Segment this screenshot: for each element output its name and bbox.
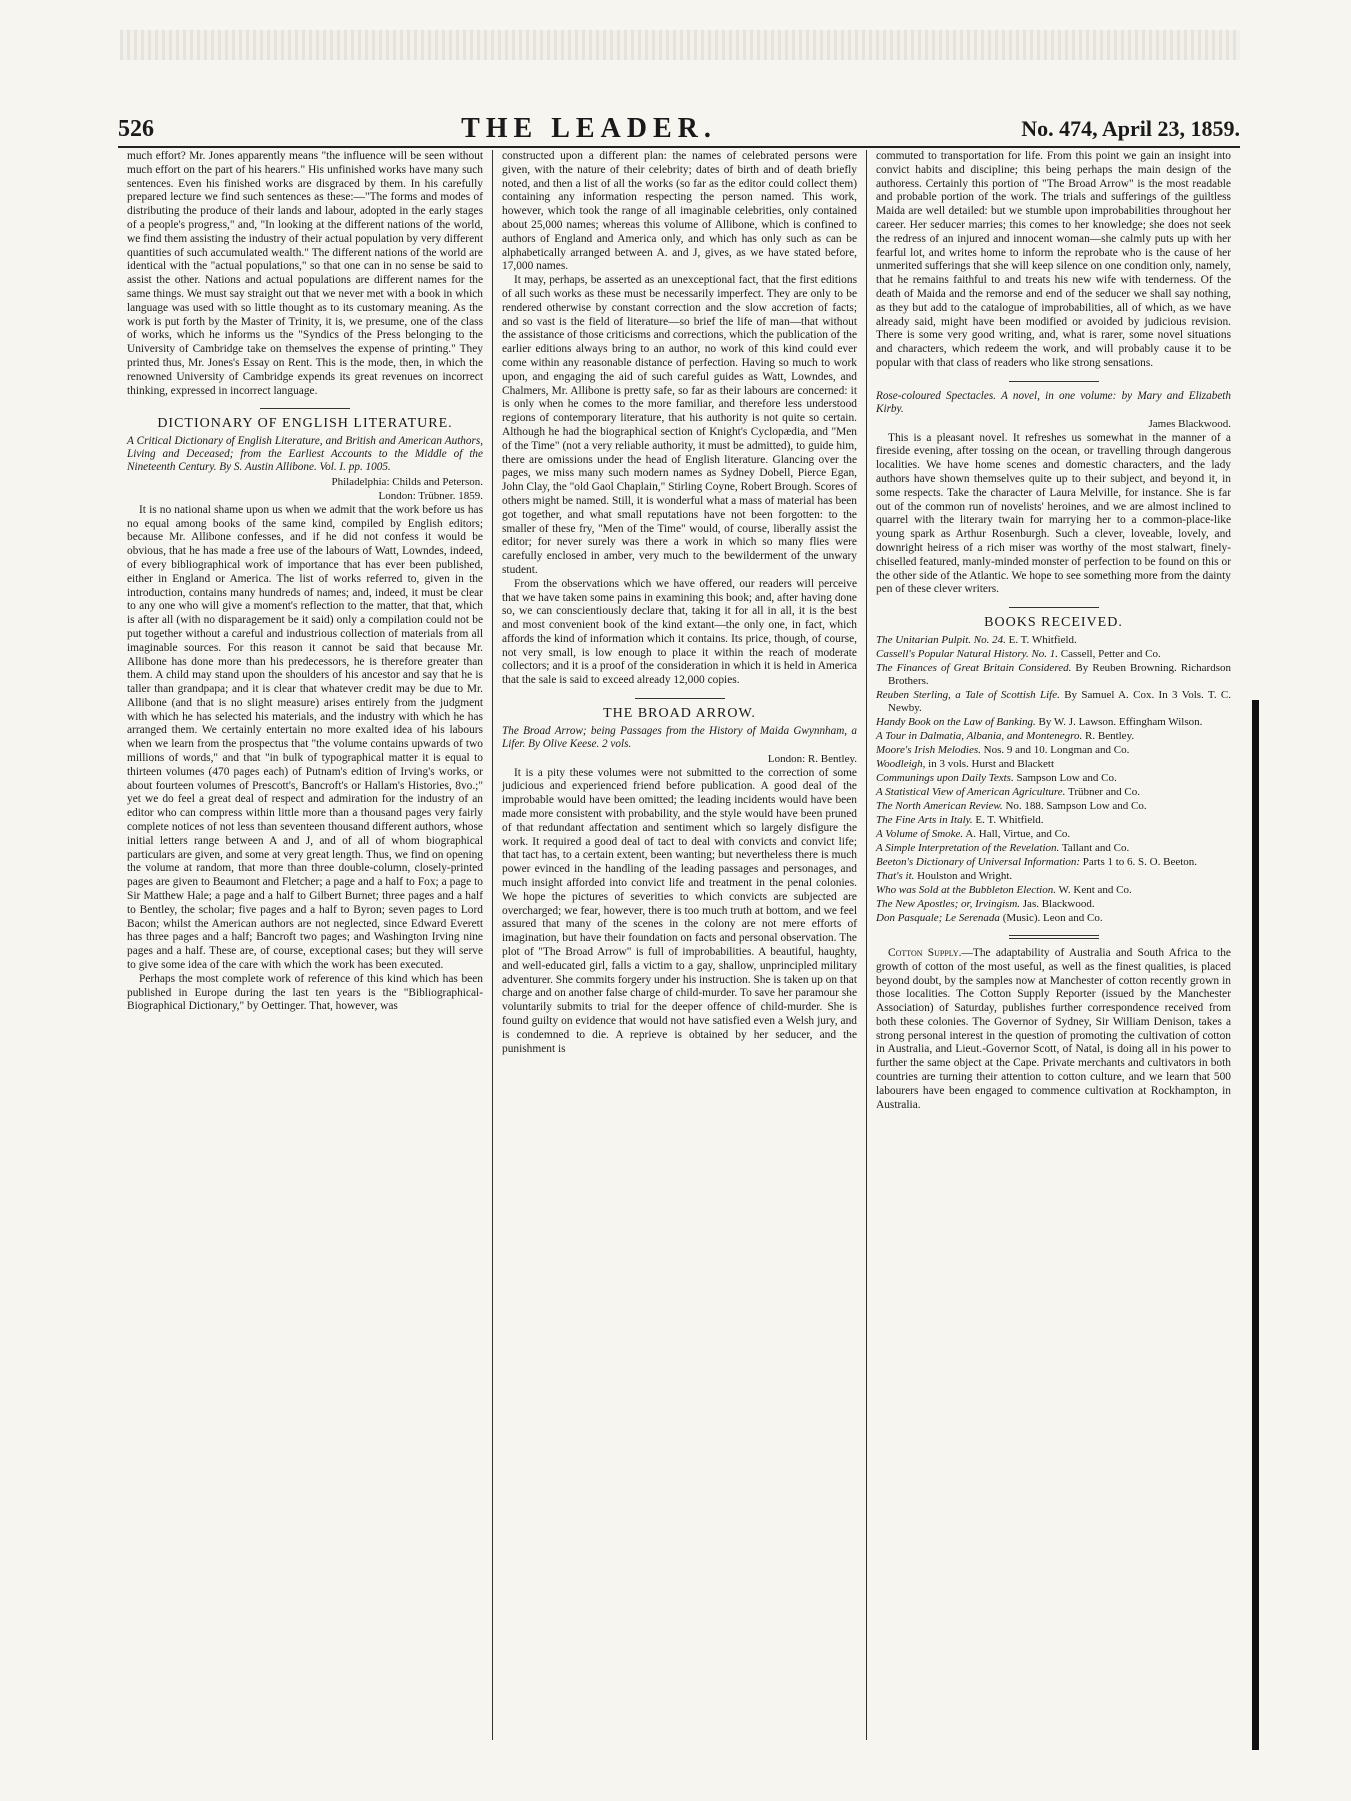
book-details: Tallant and Co. (1061, 841, 1130, 854)
book-title: A Tour in Dalmatia, Albania, and Montenegro. (876, 729, 1083, 742)
book-entry (876, 842, 1231, 855)
section-title-books: BOOKS RECEIVED. (984, 615, 1123, 631)
book-title: A Volume of Smoke. (876, 827, 964, 840)
section-title-dictionary: DICTIONARY OF ENGLISH LITERATURE. (157, 416, 453, 432)
book-title: The New Apostles; or, Irvingism. (876, 897, 1021, 910)
book-details: E. T. Whitfield. (975, 813, 1044, 826)
book-details: By Samuel A. Cox. In 3 Vols. T. C. Newby. (888, 688, 1232, 714)
paragraph-cotton (876, 947, 1231, 1113)
column-1 (118, 150, 492, 1740)
review-header: A Critical Dictionary of English Literature, and British and American Authors, Living and Deceased; from the Earliest Accounts to the Middle of the Nineteenth Century. By S. Austin Allibone. Vol. I. pp. 1005. (127, 435, 483, 474)
book-details: By W. J. Lawson. Effingham Wilson. (1038, 715, 1203, 728)
publisher-line: James Blackwood. (1148, 417, 1231, 430)
book-entry (876, 814, 1231, 827)
column-3 (866, 150, 1240, 1740)
book-details: Sampson Low and Co. (1016, 771, 1117, 784)
book-entry (876, 744, 1231, 757)
publisher-line: Philadelphia: Childs and Peterson. (331, 476, 483, 489)
book-entry (876, 800, 1231, 813)
book-entry (876, 898, 1231, 911)
divider (1009, 381, 1099, 382)
column-2 (492, 150, 866, 1740)
book-entry (876, 828, 1231, 841)
book-title: The Unitarian Pulpit. No. 24. (876, 633, 1006, 646)
book-details: in 3 vols. Hurst and Blackett (928, 757, 1055, 770)
book-entry (876, 856, 1231, 869)
book-entry (876, 870, 1231, 883)
paragraph: constructed upon a different plan: the names of celebrated persons were given, with the nature of their celebrity; dates of birth and of death briefly noted, and then a list of all the works (so far as the editor could collect them) containing any information respecting the person named. This work, however, which took the range of all imaginable celebrities, only contained about 25,000 names; whereas this volume of Allibone, which is confined to authors of England and America only, and which has only such as can be alphabetically arranged between A. and J, gives, as we have stated before, 17,000 names. (502, 150, 857, 273)
book-title: Cassell's Popular Natural History. No. 1. (876, 647, 1059, 660)
book-details: Houlston and Wright. (917, 869, 1013, 882)
paragraph: much effort? Mr. Jones apparently means "the influence will be seen without much effort on the part of his hearers." His unfinished works have many such sentences. Even his finished works are disgraced by them. In his carefully prepared lecture we find such sentences as these:—"The forms and modes of distributing the produce of their lands and labour, adopted in the early stages of a people's progress," and, "In looking at the different nations of the world, we find them assisting the industry of their actual population by very different quantities of such accumulated wealth." The different nations of the world are identical with the "actual populations," so that one can in no sense be said to assist the other. Nations and actual populations are different names for the same things. We must say straight out that we never met with a book in which language was used with so little thought as to its customary meaning. As the work is put forth by the Master of Trinity, it is, we presume, one of the class of works, which he informs us the "Syndics of the Press belonging to the University of Cambridge take on themselves the expense of printing." They printed thus, Mr. Jones's Essay on Rent. This is the mode, then, in which the renowned University of Cambridge expends its great revenues on incorrect thinking, expressed in incorrect language. (127, 150, 483, 397)
book-title: Communings upon Daily Texts. (876, 771, 1014, 784)
book-entry (876, 786, 1231, 799)
book-entry (876, 772, 1231, 785)
divider (1009, 607, 1099, 608)
book-title: Reuben Sterling, a Tale of Scottish Life. (876, 688, 1060, 701)
book-title: Handy Book on the Law of Banking. (876, 715, 1036, 728)
paragraph: It may, perhaps, be asserted as an unexceptional fact, that the first editions of all such works as these must be necessarily imperfect. They are only to be rendered otherwise by constant correction and the slow accretion of facts; and so vast is the field of literature—so brief the life of man—that without the assistance of those criticisms and corrections, which the publication of the earlier editions always bring to an author, no work of this kind could ever come within any reasonable distance of perfection. Having so much to work upon, and engaging the aid of such careful guides as Watt, Lowndes, and Chalmers, Mr. Allibone is pretty safe, so far as their labours are concerned: it is only when he comes to the more familiar, and therefore less understood regions of contemporary literature, that his authority is not quite so certain. Although he had the biographical section of Knight's Cyclopædia, and "Men of the Time" (not a very reliable authority, it must be admitted), to guide him, there are omissions under the head of English literature. Glancing over the pages, we miss many such modern names as Sydney Dobell, Pierce Egan, John Clay, the "old Gaol Chaplain," Stirling Coyne, Robert Brough. Scores of others might be named. Still, it is wonderful what a mass of material has been got together, and what small reputations have not been forgotten: to the smaller of these fry, "Men of the Time" would, of course, liberally assist the editor; for never surely was there a work in which so many flies were carefully enclosed in amber, very much to the bewilderment of the unwary student. (502, 274, 857, 576)
book-title: Woodleigh, (876, 757, 926, 770)
book-details: Parts 1 to 6. S. O. Beeton. (1082, 855, 1198, 868)
book-entry (876, 662, 1231, 688)
book-entry (876, 758, 1231, 771)
review-header: The Broad Arrow; being Passages from the History of Maida Gwynnham, a Lifer. By Olive Keese. 2 vols. (502, 724, 857, 750)
book-title: That's it. (876, 869, 915, 882)
publisher-line: London: R. Bentley. (767, 752, 857, 765)
paragraph: This is a pleasant novel. It refreshes us somewhat in the manner of a fireside evening, after tossing on the ocean, or travelling through dangerous localities. We have home scenes and domestic characters, and the lady authors have shown themselves quite up to their subject, and beyond it, in some respects. Take the character of Laura Melville, for instance. She is far out of the common run of novelists' heroines, and we are almost inclined to quarrel with the literary twain for marrying her to a common-place-like young spark as Arthur Rosenburgh. Such a clever, loveable, lovely, and downright heiress of a rich miser was worthy of the most stalwart, finely-chiselled featured, manly-minded monster of perfection to be found on this or the other side of the Atlantic. We hope to see something more from the dainty pen of these clever writers. (876, 431, 1231, 596)
issue-info: No. 474, April 23, 1859. (1021, 116, 1240, 141)
book-entry (876, 648, 1231, 661)
masthead (118, 112, 1240, 148)
book-title: A Simple Interpretation of the Revelation. (876, 841, 1060, 854)
book-title: The North American Review. (876, 799, 1003, 812)
newspaper-title: THE LEADER. (461, 113, 717, 144)
paragraph: From the observations which we have offered, our readers will perceive that we have taken some pains in examining this book; and, after having done so, we can conscientiously declare that, taking it for all in all, it is the best and most convenient book of the kind extant—the only one, in fact, which affords the kind of information which it contains. Its price, though, of course, not very small, is low enough to place it within the reach of moderate collectors; and it is a proof of the consideration in which it is held in America that the sale is said to exceed already 12,000 copies. (502, 577, 857, 687)
book-details: Cassell, Petter and Co. (1060, 647, 1161, 660)
book-title: Who was Sold at the Bubbleton Election. (876, 883, 1056, 896)
book-entry (876, 689, 1231, 715)
divider (1009, 935, 1099, 939)
page-number: 526 (118, 115, 154, 142)
review-header: Rose-coloured Spectacles. A novel, in one volume: by Mary and Elizabeth Kirby. (876, 389, 1231, 415)
book-entry (876, 912, 1231, 925)
paragraph: Perhaps the most complete work of reference of this kind which has been published in Europe during the last ten years is the "Bibliographical-Biographical Dictionary," by Oettinger. That, however, was (127, 972, 483, 1013)
page-edge-noise (120, 30, 1240, 60)
article-columns (118, 150, 1240, 1740)
paragraph: It is no national shame upon us when we admit that the work before us has no equal among books of the same kind, compiled by English editors; because Mr. Allibone confesses, and if he did not confess it would be obvious, that he has made a free use of the labours of Watt, Lowndes, indeed, of every bibliographical work of importance that has ever been published, either in England or America. The list of works referred to, given in the introduction, contains many hundreds of names; and, indeed, it must be clear to any one who will give a moment's reflection to the matter, that that, which is after all (with no disparagement be it said) only a compilation could not be put together without a careful and industrious collection of materials from all imaginable sources. For this reason it cannot be said that because Mr. Allibone has done more than his predecessors, he is therefore greater than them. A child may stand upon the shoulders of his ancestor and say that he is taller than grandpapa; and it is clear that whatever credit may be due to Mr. Allibone (and that is no slight measure) arises entirely from the judgment with which he has selected his materials, and the industry with which he has arranged them. We certainly entertain no more exalted idea of his labours when we learn from the prospectus that "the volume contains upwards of two millions of words," and that "in bulk of typographical matter it is equal to thirteen volumes (470 pages each) of Putnam's edition of Irving's works, or about fourteen volumes of Prescott's, Bancroft's or Hallam's Histories, 8vo.;" yet we do feel a great deal of respect and admiration for the industry of an editor who can compress within little more than a thousand pages very fairly complete notices of not less than seventeen thousand different authors, whose initial letters range between A and J, and of all of whom biographical particulars are given, and some at very great length. Thus, we find on opening the volume at random, that more than three double-column, closely-printed pages are given to Beaumont and Fletcher; a page and a half to Fox; a page to Sir Matthew Hale; a page and a half to Gilbert Burnet; three pages and a half to Bentley, the scholar; five pages and a half to Byron; seven pages to Lord Bacon; whilst the American authors are not neglected, since Edward Everett has three pages and a half; Bancroft two pages; and Washington Irving nine pages and a half. These are, of course, exceptional cases; but they will serve to give some idea of the care with which the work has been executed. (127, 503, 483, 972)
book-entry (876, 634, 1231, 647)
book-details: W. Kent and Co. (1058, 883, 1132, 896)
book-title: The Finances of Great Britain Considered. (876, 661, 1072, 674)
book-entry (876, 884, 1231, 897)
book-details: A. Hall, Virtue, and Co. (965, 827, 1071, 840)
cotton-lead: Cotton Supply. (888, 946, 962, 959)
divider (635, 698, 725, 699)
book-details: R. Bentley. (1085, 729, 1135, 742)
book-title: The Fine Arts in Italy. (876, 813, 973, 826)
book-details: (Music). Leon and Co. (1002, 911, 1103, 924)
book-details: Trübner and Co. (1068, 785, 1141, 798)
section-title-broad-arrow: THE BROAD ARROW. (603, 706, 756, 722)
book-details: E. T. Whitfield. (1008, 633, 1077, 646)
paragraph: It is a pity these volumes were not submitted to the correction of some judicious and experienced friend before publication. A good deal of the improbable would have been omitted; the leading incidents would have been made more consistent with probability, and the style would have been pruned of that redundant affectation and sentiment which so largely disfigure the work. It required a good deal of tact to deal with convicts and convict life; that tact has, to a certain extent, been wanting; but nevertheless there is much power evinced in the handling of the leading passages and personages, and much insight afforded into convict life and treatment in the penal colonies. We hope the pictures of severities to which convicts are subjected are overcharged; we fear, however, there is too much truth at bottom, and we feel assured that many of the scenes in the colony are not mere efforts of imagination, but have their foundation on facts and personal observation. The plot of "The Broad Arrow" is full of improbabilities. A beautiful, haughty, and well-educated girl, falls a victim to a gay, shallow, unprincipled military adventurer. She commits forgery under his instruction. She is taken up on that charge and on another false charge of child-murder. To save her paramour she voluntarily submits to trial for the deeper offence of child-murder. She is found guilty on evidence that would not have satisfied even a Welsh jury, and is condemned to die. A reprieve is obtained by her seducer, and the punishment is (502, 766, 857, 1055)
page-edge-bar (1252, 700, 1259, 1750)
book-title: Beeton's Dictionary of Universal Information: (876, 855, 1080, 868)
divider (260, 408, 350, 409)
book-details: Nos. 9 and 10. Longman and Co. (983, 743, 1130, 756)
book-title: A Statistical View of American Agriculture. (876, 785, 1066, 798)
book-title: Don Pasquale; Le Serenada (876, 911, 1000, 924)
books-list (876, 634, 1231, 925)
book-details: Jas. Blackwood. (1022, 897, 1095, 910)
book-details: No. 188. Sampson Low and Co. (1005, 799, 1147, 812)
paragraph: commuted to transportation for life. From this point we gain an insight into convict habits and discipline; this being perhaps the main design of the authoress. Certainly this portion of "The Broad Arrow" is the most readable and probable portion of the work. The trials and sufferings of the guiltless Maida are well detailed: but we stumble upon improbabilities throughout her career. Her seducer marries; this comes to her knowledge; she does not seek the redress of an injured and innocent woman—she calmly puts up with her fearful lot, and writes home to inform the reprobate who is the cause of her unmerited sufferings that she will keep silence on one condition only, namely, that he remains faithful to and treats his new wife with tenderness. Of the death of Maida and the remorse and end of the seducer we shall say nothing, as they but add to the catalogue of improbabilities, all of which, as we have already said, might have been modified or avoided by judicious revision. There is some very good writing, and, what is rarer, some novel situations and characters, which redeem the work, and will probably cause it to be popular with that class of readers who like strong sensations. (876, 150, 1231, 369)
book-title: Moore's Irish Melodies. (876, 743, 981, 756)
publisher-line: London: Trübner. 1859. (378, 489, 483, 502)
book-details: By Reuben Browning. Richardson Brothers. (888, 661, 1231, 687)
cotton-text: —The adaptability of Australia and South Africa to the growth of cotton of the most useful, as well as the finest qualities, is placed beyond doubt, by the samples now at Manchester of cotton recently grown in those localities. The Cotton Supply Reporter (issued by the Manchester Association) of Saturday, publishes further correspondence received from both these colonies. The Governor of Sydney, Sir William Denison, takes a strong personal interest in the question of promoting the cultivation of cotton in Australia, and Lieut.-Governor Scott, of Natal, is doing all in his power to further the same object at the Cape. Private merchants and cultivators in both countries are turning their attention to cotton culture, and we learn that 500 labourers have been engaged to commence cultivation at Rockhampton, in Australia. (876, 946, 1231, 1111)
book-entry (876, 730, 1231, 743)
book-entry (876, 716, 1231, 729)
